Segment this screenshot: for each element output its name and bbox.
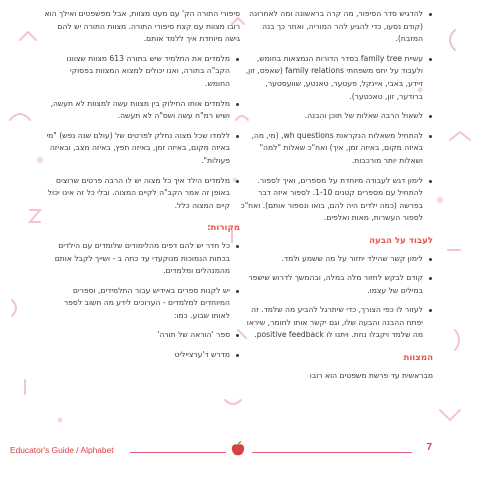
page-number: 7 (426, 442, 432, 453)
list-item: לימון קשר שהילד יחזור על מה ששמע ולמד. (237, 253, 423, 266)
list-item: לימון דגש לעבודה מיוחדת על מספרים, ואיך לספור. להתחיל עם מספרים קטנים 1-10. לספור איזה דבר בפרשה (כמה ילדים היה להם, בואו ונספור אותם). ואח"כ לספור העשרות, מאות ואלפים. (237, 175, 423, 225)
footer-guide-label: Educator's Guide / Alphabet (10, 445, 114, 455)
list-item: יש לקנות ספרים באידיש עבור התלמידים, וספרים המיוחדים למלמדים - הערוכים לידע מה חשוב לספר לאותו שבוע. כמו: (44, 285, 230, 323)
right-column (237, 8, 433, 389)
list-item: לעזור לו כפי הצורך, כדי שיתרגל להביע מה שלמד. זה יפתח ההבנה והבעה שלו, וגם יקשר אותו לחומר, שיראו מה שלמד ויקבלו נחת. ויתנו לו positive feedback. (237, 304, 423, 342)
footer-divider-left (130, 452, 226, 453)
section-title-expression: לעבוד על הבעה (369, 235, 433, 246)
apple-icon (230, 441, 246, 461)
sources-list (44, 240, 240, 362)
list-item: מדרש ד'ערצייליט (44, 349, 230, 362)
list-item: לשאול הרבה שאלות של תוכן והבנה. (237, 110, 423, 123)
intro-paragraph: סיפורי התורה הק' עם מעט מצוות, אבל מפשפטים ואילך הוא רובו מצוות עם קצת סיפורי התורה. מצוות התורה יש להם גישה מיוחדת איך ללמד אותם. (44, 9, 240, 44)
list-item: מלמדים הילד איך כל מצוה יש לו הרבה פרטים שרוצים באופן זה אמר הקב"ה לקיים המצוה. ובלי כל זה אינו יכול קיים המצוה כלל. (44, 175, 230, 213)
list-item: מלמדים אותו החילוק בין מצוות עשה למצוות לא תעשה, ושיש רמ"ח עשה ושס"ה לא תעשה. (44, 98, 230, 123)
expression-list (237, 253, 433, 343)
footer-divider-right (252, 452, 412, 453)
section-title-mitzvos: המצוות (403, 353, 433, 364)
list-item: ספר 'הוראה של תורה' (44, 329, 230, 342)
right-intro-list (237, 8, 433, 225)
list-item: להתחיל משאלות הנקראות wh questions, (מי, מה, באיזה מקום, באיזה זמן, איך) ואח"כ שאלות "למה" ושאלות יותר מורכבות. (237, 130, 423, 168)
mitzvos-text: מבראשית עד פרשת משפטים הוא רובו (309, 370, 433, 380)
list-item: להדגיש סדר הסיפור, מה קרה בראשונה ומה לאחרונה (קודם נסעו, כדי להגיע להר המוריה, ואחר כך בנה המזבח). (237, 8, 423, 46)
section-title-sources: מקורות: (207, 223, 240, 234)
mitzvos-list (44, 53, 240, 213)
list-item: עשיית family tree בסדר הדורות הנמצאות בחומש, ולעבוד על יחס משפחתי family relations (שאפס, זון, זיידע, בּאבי, איינקל, פעטער, טאנטע, שוועסטער, ברודער, זון, טאכטער). (237, 53, 423, 103)
list-item: מלמדים את התלמיד שיש בתורה 613 מצוות שצוונו הקב"ה בתורה, ואנו יכולים למצוא המצוות בפסוקי החומש. (44, 53, 230, 91)
list-item: קודם לבקש לחזור מלה במלה, ובהמשך לדרוש שישפר במילים של עצמו. (237, 272, 423, 297)
list-item: כל חדר יש להם דפים מהלימודים שלומדים עם הילדים בכתות הנמוכות מנוקעדי עד כתה ב - ושייך לקבל אותם מהמנהלים ומלמדים. (44, 240, 230, 278)
left-column (44, 8, 240, 369)
list-item: ללמדו שכל מצוה נחלק לפרטים של (עולם שנה נפש) "מי באיזה מקום, באיזה זמן, באיזה חפץ, באיזה מצב, ובאיזה פעולות". (44, 130, 230, 168)
